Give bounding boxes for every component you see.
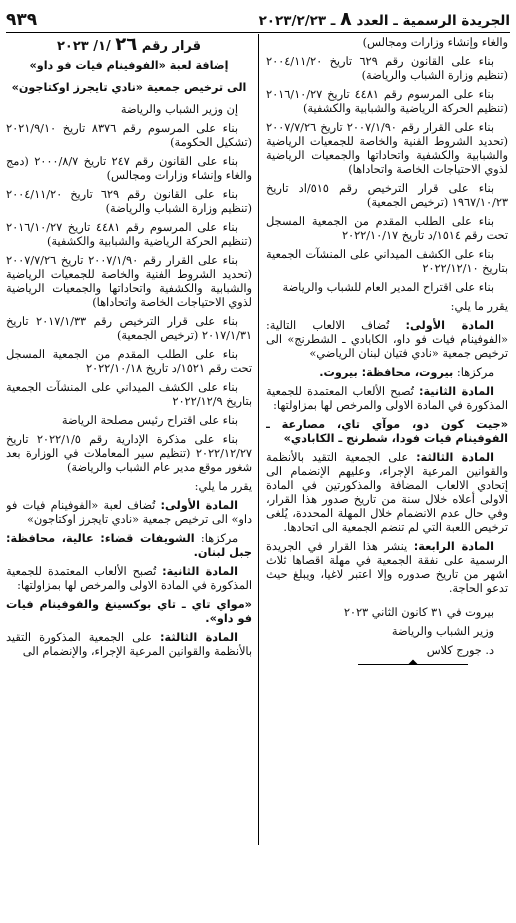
article-label: المادة الثانية:: [418, 385, 494, 398]
article-label: المادة الأولى:: [160, 499, 238, 512]
article-label: المادة الثانية:: [162, 565, 238, 578]
article-1: [266, 319, 508, 361]
decides-heading: يقرر ما يلي:: [450, 300, 508, 313]
article-text: على الجمعية المذكورة التقيد بالأنظمة والقوانين المرعية الإجراء، والإنضمام الى: [6, 631, 252, 658]
recital: بناء على الطلب المقدم من الجمعية المسجل تحت رقم ١٥١٤/د تاريخ ٢٠٢٢/١٠/١٧: [266, 215, 508, 242]
recital: بناء على القانون رقم ٦٢٩ تاريخ ٢٠٠٤/١١/٢٠ (تنظيم وزارة الشباب والرياضة): [266, 55, 508, 82]
end-ornament: [358, 664, 468, 665]
page-header: [6, 8, 510, 30]
continued-text: والغاء وإنشاء وزارات ومجالس): [362, 36, 508, 49]
article-2: [266, 385, 508, 413]
article-3: [6, 631, 252, 659]
recital: بناء على الكشف الميداني على المنشآت الجمعية بتاريخ ٢٠٢٢/١٢/٩: [6, 381, 252, 408]
recital: بناء على الطلب المقدم من الجمعية المسجل تحت رقم ١٥٢١/د تاريخ ٢٠٢٢/١٠/١٨: [6, 348, 252, 375]
article-4: [266, 540, 508, 596]
article-text: على الجمعية التقيد بالأنظمة والقوانين المرعية الإجراء، وعليهم الإنضمام الى إتحادي الالعاب المضافة والمذكورتين في المادة الاولى أعلاه خلال سنة من تاريخ صدور هذا القرار، وفي حال عدم الانضمام خلال المهلة المحددة، يُلغى ترخيص اللعبة التي لم تنضم الجمعية الى اتحادها.: [266, 451, 508, 534]
decision-number: ٢٦: [115, 36, 138, 55]
hq-text: الشويفات قضاء: عالية، محافظة: جبل لبنان.: [6, 532, 252, 559]
sign-name: د. جورج كلاس: [426, 644, 494, 657]
column-divider: [258, 34, 259, 845]
decision-subtitle-1: إضافة لعبة «الفوفينام فيات فو داو»: [29, 59, 229, 72]
article-2-games: «مواي تاي ـ تاي بوكسينغ والفوفينام فيات فو داو».: [6, 598, 252, 625]
recital: بناء على المرسوم رقم ٤٤٨١ تاريخ ٢٠١٦/١٠/٢٧ (تنظيم الحركة الرياضية والشبابية والكشفية): [6, 221, 252, 248]
recital: بناء على قرار الترخيص رقم ٥١٥/اد تاريخ ١٩٦٧/١٠/٢٣ (ترخيص الجمعية): [266, 182, 508, 209]
article-3: [266, 451, 508, 535]
decision-subtitle-2: الى ترخيص جمعية «نادي تايجرز اوكتاجون»: [11, 81, 247, 94]
article-text: ينشر هذا القرار في الجريدة الرسمية على نفقة الجمعية في مهلة اقصاها ثلاث اشهر من تاريخ صدوره وإلا اعتبر لاغيا، ويبلغ حيث تدعو الحاجة.: [266, 540, 508, 595]
header-divider: [6, 32, 510, 33]
decision-label: قرار رقم: [141, 39, 202, 54]
hq-label: مركزها:: [456, 366, 494, 379]
right-column: [266, 36, 508, 665]
article-label: المادة الثالثة:: [160, 631, 238, 644]
sign-date: بيروت في ٣١ كانون الثاني ٢٠٢٣: [343, 606, 494, 619]
recital: بناء على المرسوم رقم ٨٣٧٦ تاريخ ٢٠٢١/٩/١٠ (تشكيل الحكومة): [6, 122, 252, 149]
recital: بناء على اقتراح المدير العام للشباب والرياضة: [282, 281, 494, 294]
article-label: المادة الأولى:: [405, 319, 495, 332]
article-2-games: «جيت كون دو، موآي تاي، مصارعة ـ الفوفينام فيات فودا، شطرنج ـ الكابادي»: [266, 418, 508, 445]
article-1-hq: [6, 532, 252, 560]
article-1: [6, 499, 252, 527]
recital: بناء على قرار الترخيص رقم ٢٠١٧/١/٣٣ تاريخ ٢٠١٧/١/٣١ (ترخيص الجمعية): [6, 315, 252, 342]
article-text: تُضاف الالعاب التالية: «الفوفينام فيات فو داو، الكابادي ـ الشطرنج» الى ترخيص جمعية «نادي فتيان لبنان الرياضي»: [266, 319, 508, 360]
recital: بناء على الكشف الميداني على المنشآت الجمعية بتاريخ ٢٠٢٢/١٢/١٠: [266, 248, 508, 275]
decision-year: /١/ ٢٠٢٣: [56, 39, 111, 54]
recital: بناء على القانون رقم ٢٤٧ تاريخ ٢٠٠٠/٨/٧ (دمج والغاء وإنشاء وزارات ومجالس): [6, 155, 252, 182]
article-label: المادة الرابعة:: [413, 540, 494, 553]
sign-title: وزير الشباب والرياضة: [391, 625, 494, 638]
article-label: المادة الثالثة:: [416, 451, 495, 464]
recital: بناء على القرار رقم ٢٠٠٧/١/٩٠ تاريخ ٢٠٠٧/٧/٢٦ (تحديد الشروط الفنية والخاصة للجمعيات الرياضية والشبابية والكشفية واتحاداتها والجمعيات الرياضية لذوي الاحتياجات الخاصة واتحاداها): [6, 254, 252, 309]
article-1-hq: [266, 366, 508, 380]
page-number: ٩٣٩: [6, 10, 38, 30]
left-column: [6, 36, 252, 664]
article-text: تُصبح الألعاب المعتمدة للجمعية المذكورة في المادة الاولى والمرخص لها بمزاولتها:: [266, 385, 508, 412]
title-text: الجريدة الرسمية ـ العدد: [356, 13, 510, 29]
hq-text: بيروت، محافظة: بيروت.: [319, 366, 454, 379]
recital: بناء على مذكرة الإدارية رقم ٢٠٢٢/١/٥ تاريخ ٢٠٢٢/١٢/٢٧ (تنظيم سير المعاملات في الوزارة بعد شغور موقع مدير عام الشباب والرياضة): [6, 433, 252, 474]
article-text: تُضاف لعبة «الفوفينام فيات فو داو» الى ترخيص جمعية «نادي تايجرز اوكتاجون»: [6, 499, 252, 526]
recital: بناء على اقتراح رئيس مصلحة الرياضة: [61, 414, 238, 427]
recital: بناء على القانون رقم ٦٢٩ تاريخ ٢٠٠٤/١١/٢٠ (تنظيم وزارة الشباب والرياضة): [6, 188, 252, 215]
article-2: [6, 565, 252, 593]
gazette-title: [259, 8, 510, 30]
preamble: إن وزير الشباب والرياضة: [120, 103, 238, 116]
recital: بناء على القرار رقم ٢٠٠٧/١/٩٠ تاريخ ٢٠٠٧/٧/٢٦ (تحديد الشروط الفنية والخاصة للجمعيات الرياضية والشبابية والكشفية واتحاداتها والجمعيات الرياضية لذوي الاحتياجات الخاصة واتحاداها): [266, 121, 508, 176]
recital: بناء على المرسوم رقم ٤٤٨١ تاريخ ٢٠١٦/١٠/٢٧ (تنظيم الحركة الرياضية والشبابية والكشفية): [266, 88, 508, 115]
article-text: تُصبح الألعاب المعتمدة للجمعية المذكورة في المادة الاولى والمرخص لها بمزاولتها:: [6, 565, 252, 592]
issue-number: ٨: [340, 8, 352, 30]
hq-label: مركزها:: [200, 532, 239, 545]
decides-heading: يقرر ما يلي:: [194, 480, 252, 493]
issue-date: ـ ٢٠٢٣/٢/٢٣: [258, 13, 336, 29]
decision-title: [6, 38, 252, 54]
